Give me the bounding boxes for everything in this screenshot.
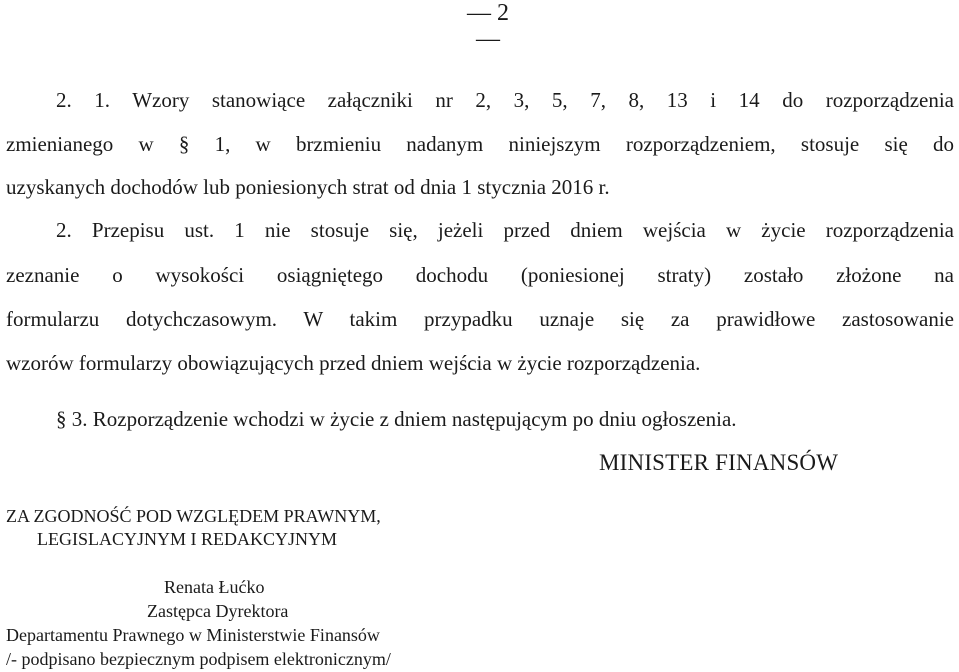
paragraph-1-line-3: uzyskanych dochodów lub poniesionych strat od dnia 1 stycznia 2016 r. — [6, 175, 610, 199]
legal-approval-line-1: ZA ZGODNOŚĆ POD WZGLĘDEM PRAWNYM, — [6, 506, 381, 526]
electronic-signature-note: /- podpisano bezpiecznym podpisem elektronicznym/ — [6, 649, 391, 669]
signatory-name: Renata Łućko — [164, 577, 265, 597]
paragraph-3-line-1: § 3. Rozporządzenie wchodzi w życie z dniem następującym po dniu ogłoszenia. — [56, 407, 737, 431]
paragraph-1-line-1: 2. 1. Wzory stanowiące załączniki nr 2, 3, 5, 7, 8, 13 i 14 do rozporządzenia — [56, 88, 954, 112]
paragraph-2-line-3: formularzu dotychczasowym. W takim przypadku uznaje się za prawidłowe zastosowanie — [6, 307, 954, 331]
paragraph-2-line-4: wzorów formularzy obowiązujących przed dniem wejścia w życie rozporządzenia. — [6, 351, 701, 375]
paragraph-1-line-2: zmienianego w § 1, w brzmieniu nadanym niniejszym rozporządzeniem, stosuje się do — [6, 132, 954, 156]
page-number: — 2 — — [467, 0, 509, 52]
paragraph-2-line-2: zeznanie o wysokości osiągniętego dochodu (poniesionej straty) zostało złożone na — [6, 263, 954, 287]
paragraph-2-line-1: 2. Przepisu ust. 1 nie stosuje się, jeżeli przed dniem wejścia w życie rozporządzenia — [56, 218, 954, 242]
signatory-title: Zastępca Dyrektora — [147, 601, 289, 621]
minister-signature-title: MINISTER FINANSÓW — [599, 450, 839, 475]
signatory-department: Departamentu Prawnego w Ministerstwie Finansów — [6, 625, 380, 645]
legal-approval-line-2: LEGISLACYJNYM I REDAKCYJNYM — [37, 529, 338, 549]
